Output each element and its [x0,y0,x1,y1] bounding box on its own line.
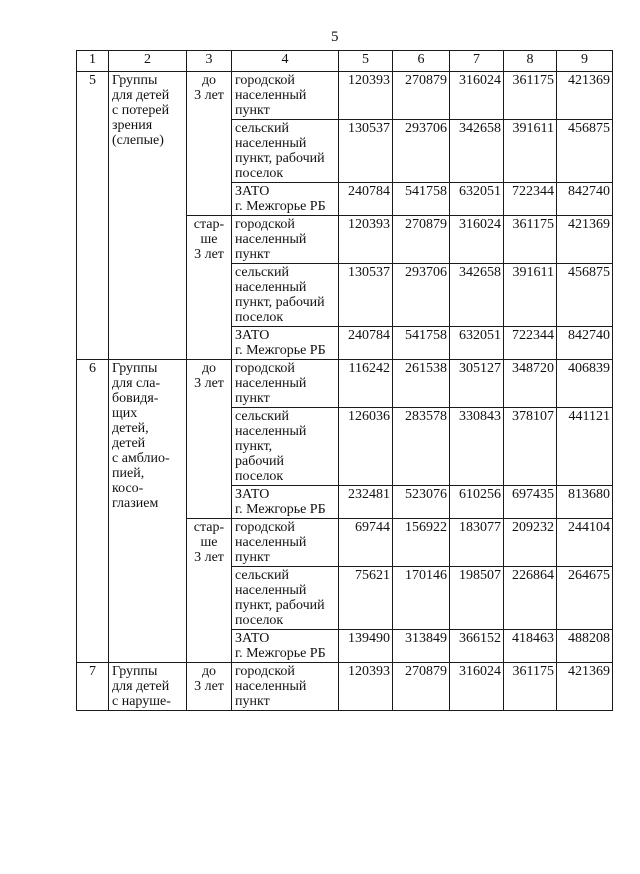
value-cell: 610256 [450,486,504,519]
value-cell: 456875 [557,120,613,183]
column-header: 4 [232,51,339,72]
value-cell: 348720 [504,360,557,408]
value-cell: 270879 [393,663,450,711]
value-cell: 209232 [504,519,557,567]
value-cell: 541758 [393,327,450,360]
age-group: стар- ше 3 лет [187,519,232,663]
value-cell: 232481 [339,486,393,519]
value-cell: 361175 [504,663,557,711]
value-cell: 270879 [393,72,450,120]
value-cell: 130537 [339,264,393,327]
value-cell: 632051 [450,183,504,216]
value-cell: 342658 [450,120,504,183]
value-cell: 126036 [339,408,393,486]
value-cell: 198507 [450,567,504,630]
column-header: 7 [450,51,504,72]
value-cell: 244104 [557,519,613,567]
value-cell: 421369 [557,72,613,120]
value-cell: 441121 [557,408,613,486]
value-cell: 722344 [504,327,557,360]
value-cell: 316024 [450,72,504,120]
locality-type: сельский населенный пункт, рабочий поселок [232,567,339,630]
value-cell: 313849 [393,630,450,663]
value-cell: 270879 [393,216,450,264]
value-cell: 330843 [450,408,504,486]
column-header: 3 [187,51,232,72]
value-cell: 183077 [450,519,504,567]
value-cell: 842740 [557,183,613,216]
value-cell: 240784 [339,327,393,360]
locality-type: сельский населенный пункт, рабочий поселок [232,408,339,486]
value-cell: 541758 [393,183,450,216]
value-cell: 523076 [393,486,450,519]
group-name: Группы для сла- бовидя- щих детей, детей с амблио- пией, косо- глазием [109,360,187,663]
column-header: 9 [557,51,613,72]
value-cell: 293706 [393,264,450,327]
value-cell: 406839 [557,360,613,408]
value-cell: 697435 [504,486,557,519]
value-cell: 170146 [393,567,450,630]
value-cell: 421369 [557,663,613,711]
age-group: стар- ше 3 лет [187,216,232,360]
value-cell: 361175 [504,72,557,120]
locality-type: сельский населенный пункт, рабочий поселок [232,120,339,183]
locality-type: городской населенный пункт [232,360,339,408]
value-cell: 264675 [557,567,613,630]
page-number: 5 [331,29,339,45]
table-row [77,72,613,120]
value-cell: 240784 [339,183,393,216]
value-cell: 69744 [339,519,393,567]
value-cell: 488208 [557,630,613,663]
value-cell: 316024 [450,216,504,264]
value-cell: 226864 [504,567,557,630]
value-cell: 139490 [339,630,393,663]
value-cell: 813680 [557,486,613,519]
value-cell: 456875 [557,264,613,327]
value-cell: 366152 [450,630,504,663]
table-row [77,663,613,711]
value-cell: 120393 [339,663,393,711]
value-cell: 130537 [339,120,393,183]
column-header: 6 [393,51,450,72]
locality-type: городской населенный пункт [232,216,339,264]
value-cell: 156922 [393,519,450,567]
value-cell: 842740 [557,327,613,360]
value-cell: 391611 [504,120,557,183]
group-name: Группы для детей с наруше- [109,663,187,711]
column-header: 5 [339,51,393,72]
value-cell: 293706 [393,120,450,183]
group-number: 6 [77,360,109,663]
age-group: до 3 лет [187,360,232,519]
locality-type: ЗАТО г. Межгорье РБ [232,630,339,663]
value-cell: 418463 [504,630,557,663]
value-cell: 342658 [450,264,504,327]
value-cell: 391611 [504,264,557,327]
locality-type: городской населенный пункт [232,663,339,711]
column-number-row [77,51,613,72]
value-cell: 378107 [504,408,557,486]
age-group: до 3 лет [187,72,232,216]
value-cell: 421369 [557,216,613,264]
locality-type: сельский населенный пункт, рабочий поселок [232,264,339,327]
value-cell: 316024 [450,663,504,711]
group-number: 5 [77,72,109,360]
table-row [77,360,613,408]
value-cell: 120393 [339,216,393,264]
value-cell: 116242 [339,360,393,408]
group-number: 7 [77,663,109,711]
group-name: Группы для детей с потерей зрения (слепые) [109,72,187,360]
value-cell: 75621 [339,567,393,630]
value-cell: 361175 [504,216,557,264]
age-group: до 3 лет [187,663,232,711]
locality-type: ЗАТО г. Межгорье РБ [232,183,339,216]
column-header: 8 [504,51,557,72]
locality-type: ЗАТО г. Межгорье РБ [232,486,339,519]
value-cell: 261538 [393,360,450,408]
value-cell: 632051 [450,327,504,360]
locality-type: городской населенный пункт [232,519,339,567]
value-cell: 283578 [393,408,450,486]
tariff-table [76,50,613,711]
value-cell: 305127 [450,360,504,408]
column-header: 2 [109,51,187,72]
locality-type: городской населенный пункт [232,72,339,120]
value-cell: 722344 [504,183,557,216]
locality-type: ЗАТО г. Межгорье РБ [232,327,339,360]
value-cell: 120393 [339,72,393,120]
column-header: 1 [77,51,109,72]
